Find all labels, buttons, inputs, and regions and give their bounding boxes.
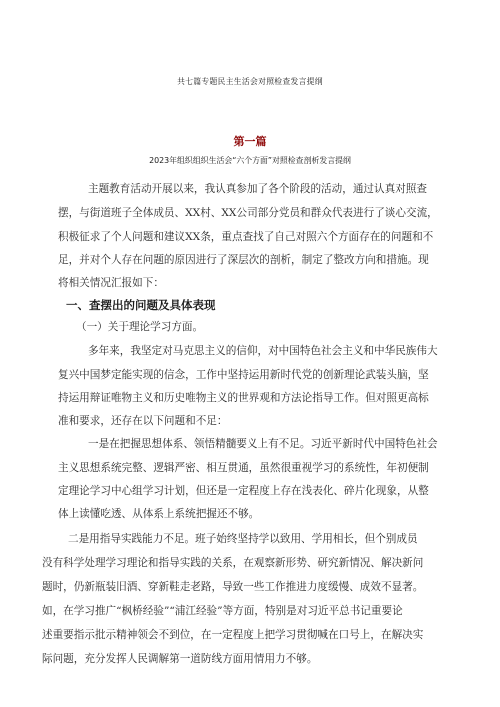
intro-line: 主题教育活动开展以来，我认真参加了各个阶段的活动，通过认真对照查 (88, 183, 427, 195)
paragraph-line: 述重要指示批示精神领会不到位，在一定程度上把学习贯彻喊在口号上，在解决实 (42, 629, 424, 641)
document-title: 共七篇专题民主生活会对照检查发言提纲 (177, 77, 323, 86)
paragraph-line: 没有科学处理学习理论和指导实践的关系，在观察新形势、研究新情况、解决新问 (42, 557, 424, 569)
intro-line: 积极征求了个人问题和建议XX条，重点查找了自己对照六个方面存在的问题和不 (58, 231, 434, 243)
paragraph-line: 多年来，我坚定对马克思主义的信仰，对中国特色社会主义和中华民族伟大 (88, 345, 438, 357)
section-heading: 一、查摆出的问题及具体表现 (66, 298, 216, 312)
intro-line: 足，并对个人存在问题的原因进行了深层次的剖析，制定了整改方向和措施。现 (58, 254, 429, 266)
section-subtitle: 2023年组织组织生活会“六个方面”对照检查剖析发言提纲 (149, 156, 351, 165)
paragraph-line: 二是用指导实践能力不足。班子始终坚持学以致用、学用相长，但个别成员 (68, 533, 418, 545)
intro-line: 摆，与街道班子全体成员、XX村、XX公司部分党员和群众代表进行了谈心交流， (58, 207, 438, 219)
section-label: 第一篇 (233, 135, 267, 148)
paragraph-line: 定理论学习中心组学习计划，但还是一定程度上存在浅表化、碎片化现象，从整 (58, 485, 429, 497)
paragraph-line: 际问题，充分发挥人民调解第一道防线方面用情用力不够。 (42, 653, 318, 665)
subsection-heading: （一）关于理论学习方面。 (76, 321, 204, 333)
paragraph-line: 体上读懂吃透、从体系上系统把握还不够。 (58, 508, 260, 520)
paragraph-line: 复兴中国梦定能实现的信念，工作中坚持运用新时代党的创新理论武装头脑，坚 (58, 369, 429, 381)
paragraph-line: 主义思想系统完整、逻辑严密、相互贯通，虽然很重视学习的系统性，年初便制 (58, 462, 429, 474)
paragraph-line: 持运用辩证唯物主义和历史唯物主义的世界观和方法论指导工作。但对照更高标 (58, 392, 429, 404)
paragraph-line: 如，在学习推广“枫桥经验”“浦江经验”等方面，特别是对习近平总书记重要论 (42, 605, 403, 617)
paragraph-line: 准和要求，还存在以下问题和不足： (58, 415, 228, 427)
paragraph-line: 一是在把握思想体系、领悟精髓要义上有不足。习近平新时代中国特色社会 (88, 438, 438, 450)
paragraph-line: 题时，仍新瓶装旧酒、穿新鞋走老路，导致一些工作推进力度缓慢、成效不显著。 (42, 581, 424, 593)
intro-line: 将相关情况汇报如下： (58, 277, 164, 289)
